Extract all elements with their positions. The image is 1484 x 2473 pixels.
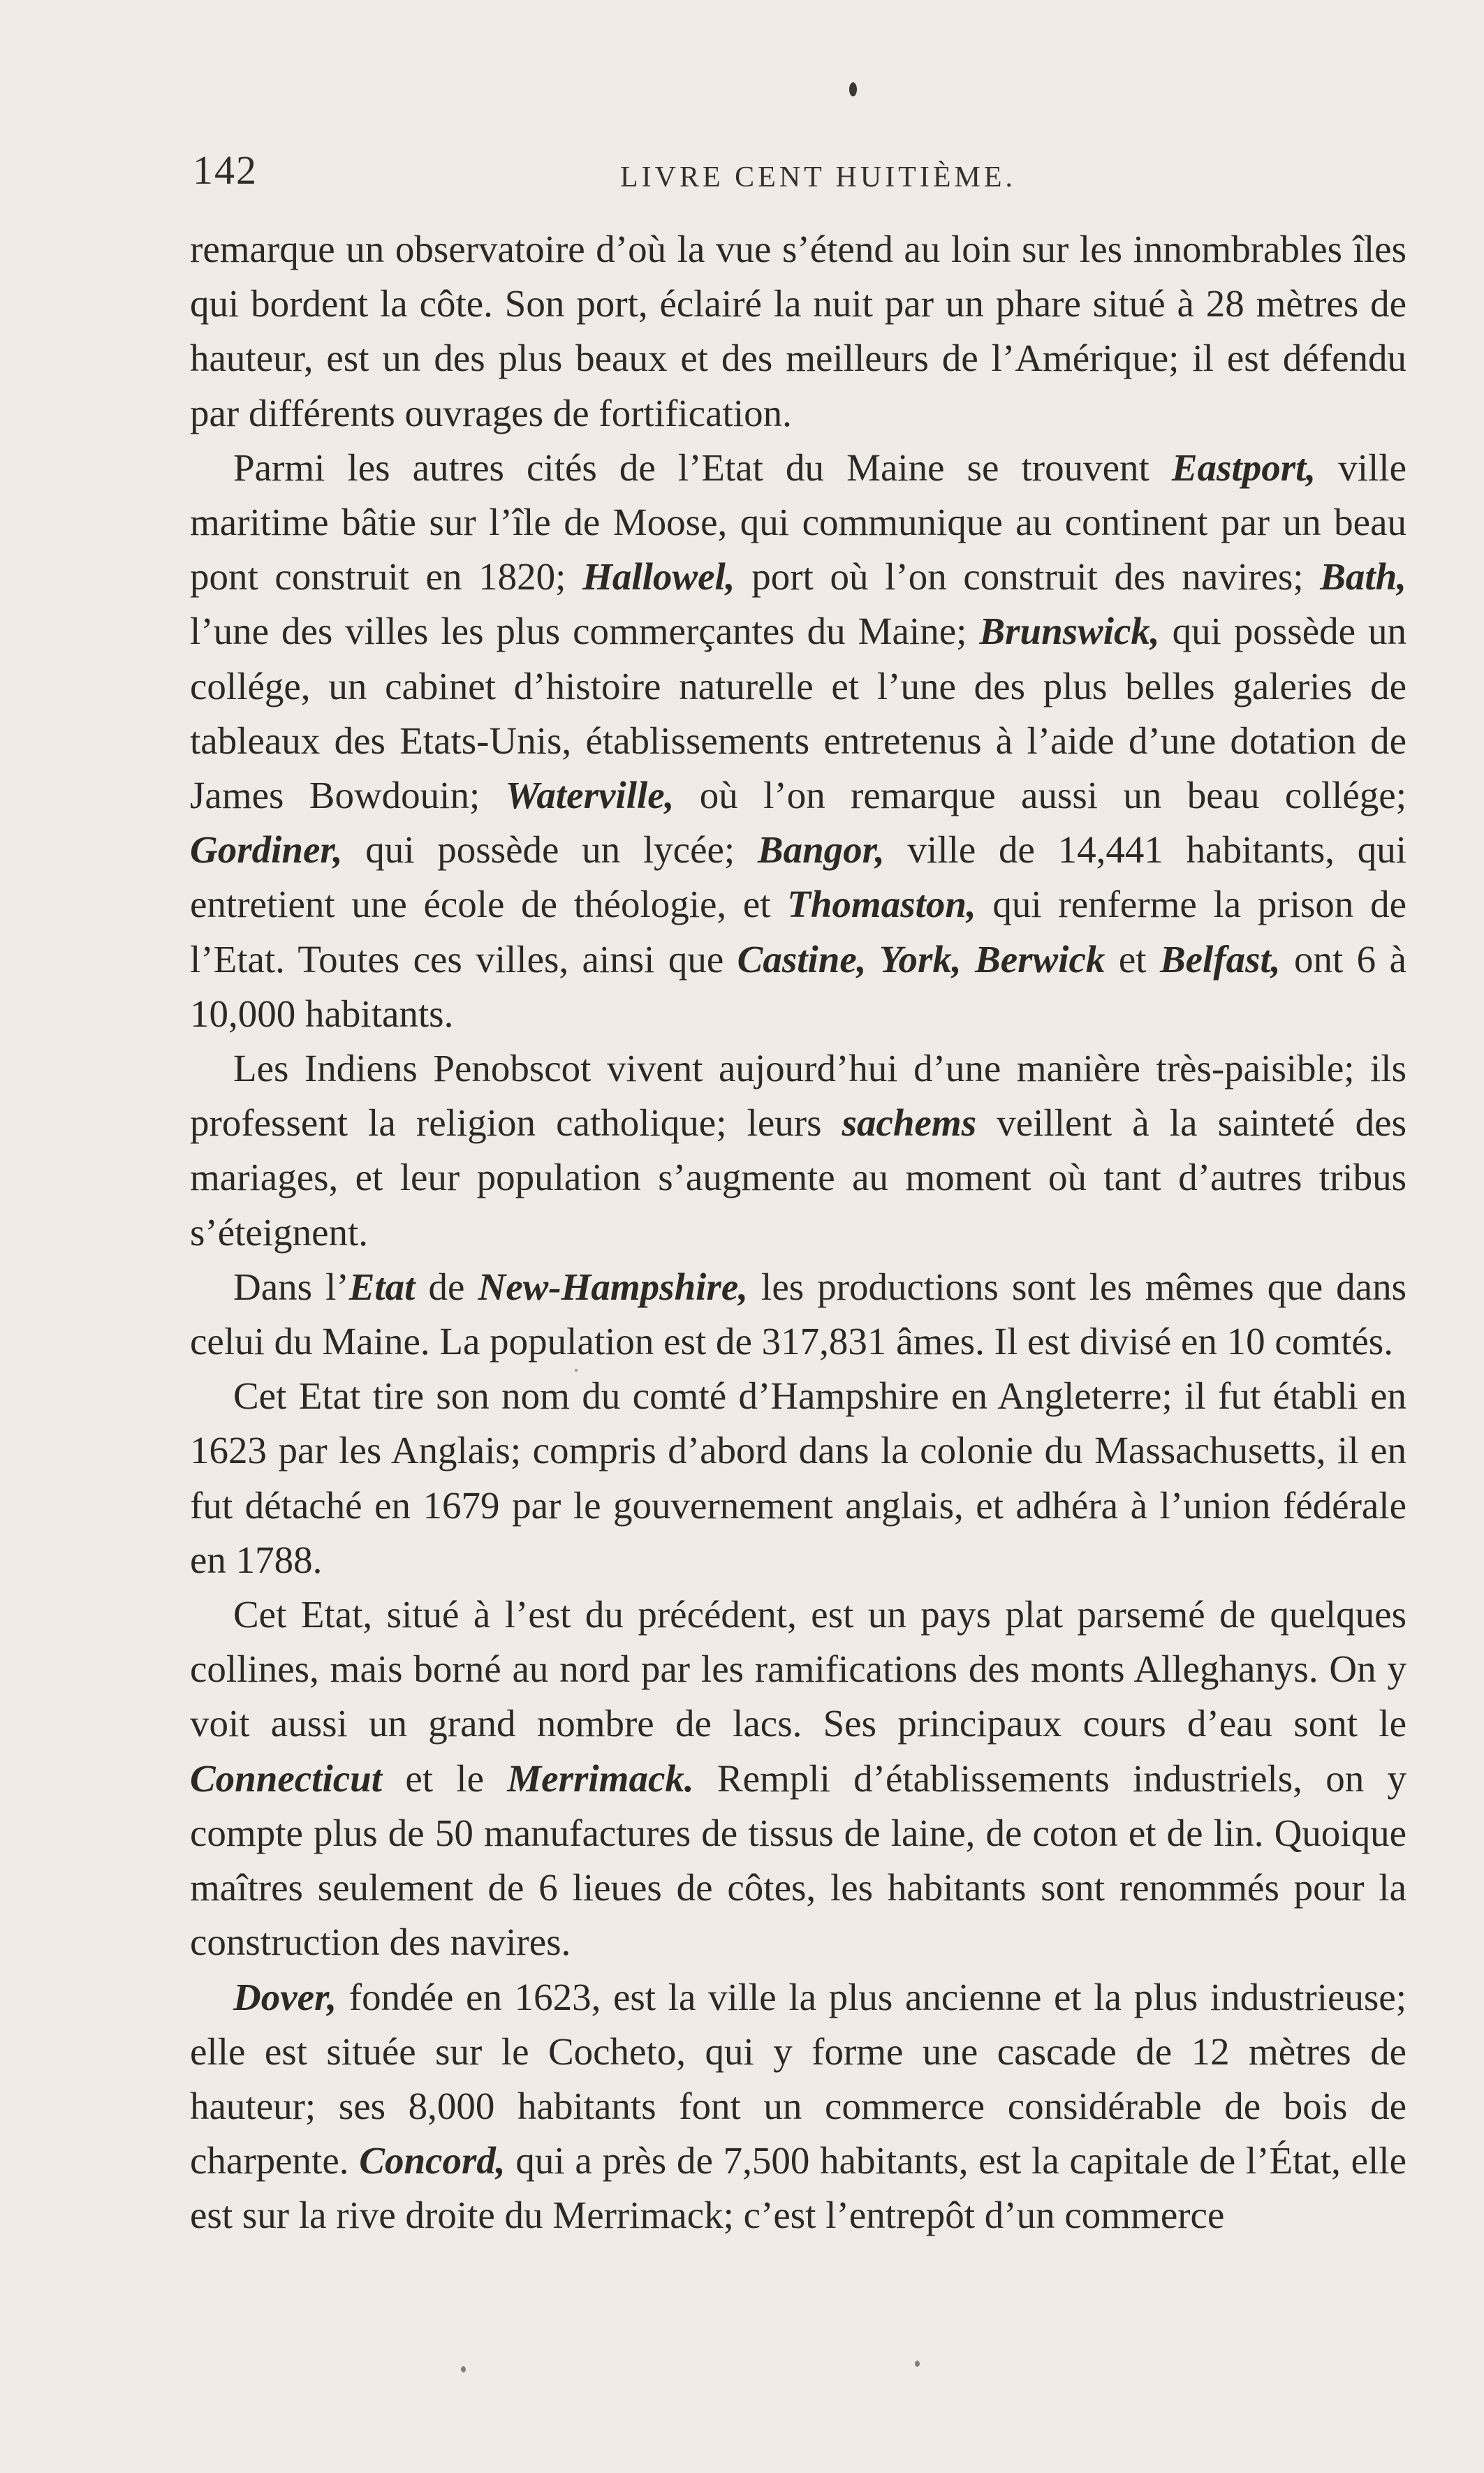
text-run: Rempli d’établissements industriels, on y compte plus de 50 manufactures de tissus de laine, de coton et de lin. Quoique maîtres seulement de 6 lieues de côtes, les habitants sont renommés pour la construction des navires. — [190, 1756, 1406, 1964]
italic-place-name: Merrimack. — [507, 1756, 694, 1800]
text-run: remarque un observatoire d’où la vue s’étend au loin sur les innombrables îles qui bordent la côte. Son port, éclairé la nuit par un phare situé à 28 mètres de hauteur, est un des plus beaux et des meilleurs de l’Amérique; il est défendu par différents ouvrages de fortification. — [190, 228, 1406, 434]
ink-speck — [461, 2366, 466, 2372]
text-run: et le — [382, 1756, 508, 1800]
paragraph — [190, 1970, 1406, 2243]
paragraph — [190, 1260, 1406, 1369]
page-number: 142 — [193, 147, 258, 193]
italic-place-name: New-Hampshire, — [478, 1265, 748, 1308]
text-run: ville maritime bâtie sur l’île de Moose, qui communique au continent par un beau pont construit en 1820; — [190, 446, 1406, 599]
text-run: port où l’on construit des navires; — [735, 555, 1321, 599]
text-run: Parmi les autres cités de l’Etat du Maine se trouvent — [233, 446, 1172, 489]
italic-place-name: Belfast, — [1159, 937, 1281, 981]
text-run: fondée en 1623, est la ville la plus ancienne et la plus industrieuse; elle est située sur le Cocheto, qui y forme une cascade de 12 mètres de hauteur; ses 8,000 habitants font un commerce considérable de bois de charpente. — [190, 1975, 1406, 2182]
italic-place-name: Connecticut — [190, 1756, 383, 1800]
ink-speck — [849, 82, 857, 96]
italic-place-name: Concord, — [359, 2139, 506, 2182]
italic-place-name: Bath, — [1320, 555, 1406, 599]
text-run: où l’on remarque aussi un beau collége; — [674, 774, 1406, 817]
paragraph — [190, 1587, 1406, 1969]
text-run: de — [415, 1265, 478, 1308]
italic-place-name: Castine, York, Berwick — [737, 937, 1105, 981]
text-run: qui possède un collége, un cabinet d’histoire naturelle et l’une des plus belles galeries de tableaux des Etats-Unis, établissements entretenus à l’aide d’une dotation de James Bowdouin; — [190, 610, 1406, 817]
text-run: Cet Etat tire son nom du comté d’Hampshire en Angleterre; il fut établi en 1623 par les Anglais; compris d’abord dans la colonie du Massachusetts, il en fut détaché en 1679 par le gouvernement anglais, et adhéra à l’union fédérale en 1788. — [190, 1374, 1406, 1581]
italic-place-name: Etat — [348, 1265, 416, 1308]
italic-place-name: sachems — [842, 1101, 977, 1145]
body-text — [190, 222, 1406, 2243]
page-header — [0, 147, 1484, 203]
running-title: LIVRE CENT HUITIÈME. — [620, 161, 1016, 193]
text-run: Dans l’ — [233, 1265, 349, 1308]
text-run: qui a près de 7,500 habitants, est la capitale de l’État, elle est sur la rive droite du Merrimack; c’est l’entrepôt d’un commerce — [190, 2139, 1407, 2237]
italic-place-name: Waterville, — [505, 774, 675, 817]
text-run: qui possède un lycée; — [342, 828, 758, 872]
text-run: l’une des villes les plus commerçantes du Maine; — [190, 610, 980, 653]
text-run: et — [1105, 937, 1160, 981]
text-run: Cet Etat, situé à l’est du précédent, est un pays plat parsemé de quelques collines, mais borné au nord par les ramifications des monts Alleghanys. On y voit aussi un grand nombre de lacs. Ses principaux cours d’eau sont le — [190, 1593, 1406, 1745]
text-run: Les Indiens Penobscot vivent aujourd’hui d’une manière très-paisible; ils professent la religion catholique; leurs — [190, 1047, 1406, 1145]
italic-place-name: Gordiner, — [190, 828, 343, 872]
italic-place-name: Thomaston, — [787, 883, 976, 926]
paragraph — [190, 1041, 1406, 1260]
text-run: ville de 14,441 habitants, qui entretient une école de théologie, et — [190, 828, 1406, 926]
text-run: qui renferme la prison de l’Etat. Toutes ces villes, ainsi que — [190, 883, 1406, 981]
italic-place-name: Bangor, — [757, 828, 885, 872]
italic-place-name: Eastport, — [1171, 446, 1316, 489]
text-run: veillent à la sainteté des mariages, et leur population s’augmente au moment où tant d’autres tribus s’éteignent. — [190, 1101, 1406, 1254]
paragraph — [190, 441, 1406, 1041]
text-run: ont 6 à 10,000 habitants. — [190, 937, 1406, 1035]
italic-place-name: Hallowel, — [582, 555, 735, 599]
ink-speck — [915, 2361, 920, 2367]
italic-place-name: Dover, — [233, 1975, 337, 2018]
paragraph — [190, 1369, 1406, 1587]
paragraph — [190, 222, 1406, 441]
italic-place-name: Brunswick, — [979, 610, 1160, 653]
text-run: les productions sont les mêmes que dans celui du Maine. La population est de 317,831 âmes. Il est divisé en 10 comtés. — [190, 1265, 1406, 1363]
